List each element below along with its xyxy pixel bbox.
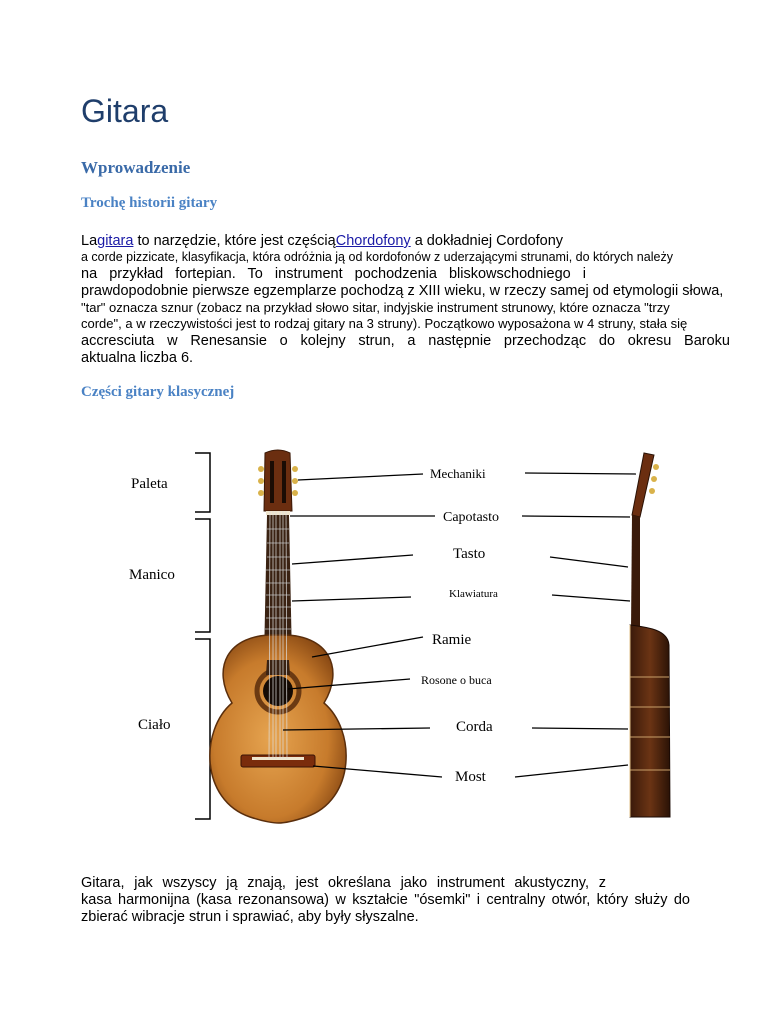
part-label-rosone: Rosone o buca bbox=[421, 673, 492, 687]
paleta-bracket bbox=[195, 453, 210, 512]
part-label-capotasto: Capotasto bbox=[443, 510, 499, 525]
text-segment: to narzędzie, które jest częścią bbox=[137, 233, 336, 249]
history-heading: Trochę historii gitary bbox=[81, 195, 218, 211]
text-segment: a dokładniej Cordofony bbox=[414, 233, 564, 249]
chordofony-link[interactable]: Chordofony bbox=[335, 233, 411, 249]
group-label-manico: Manico bbox=[129, 567, 175, 583]
history-line-8: aktualna liczba 6. bbox=[81, 350, 194, 366]
guitar-parts-figure bbox=[120, 445, 680, 830]
part-label-mechaniki: Mechaniki bbox=[430, 466, 486, 481]
group-label-cialo: Ciało bbox=[138, 717, 171, 733]
closing-line-2: kasa harmonijna (kasa rezonansowa) w kształcie "ósemki" i centralny otwór, który służy do bbox=[81, 892, 690, 908]
closing-line-1: Gitara, jak wszyscy ją znają, jest określana jako instrument akustyczny, z bbox=[81, 875, 606, 891]
part-label-most: Most bbox=[455, 769, 486, 785]
history-line-7: accresciuta w Renesansie o kolejny strun, a następnie przechodząc do okresu Baroku bbox=[81, 333, 730, 349]
history-line-3: na przykład fortepian. To instrument pochodzenia bliskowschodniego i bbox=[81, 266, 586, 282]
history-line-5: "tar" oznacza sznur (zobacz na przykład słowo sitar, indyjskie instrument strunowy, które oznacza "trzy bbox=[81, 300, 670, 315]
part-label-klawiatura: Klawiatura bbox=[449, 588, 498, 600]
history-line-2: a corde pizzicate, klasyfikacja, która odróżnia ją od kordofonów z uderzającymi strunami, do których należy bbox=[81, 250, 673, 264]
part-label-ramie: Ramie bbox=[432, 632, 472, 648]
part-label-tasto: Tasto bbox=[453, 546, 486, 562]
cialo-bracket bbox=[195, 639, 210, 819]
history-line-6: corde", a w rzeczywistości jest to rodzaj gitary na 3 struny). Początkowo wyposażona w 4 struny, stała się bbox=[81, 316, 688, 331]
history-line-4: prawdopodobnie pierwsze egzemplarze pochodzą z XIII wieku, w rzeczy samej od etymologii słowa, bbox=[81, 283, 724, 299]
group-label-paleta: Paleta bbox=[131, 476, 168, 492]
guitar-diagram bbox=[120, 445, 680, 830]
part-label-corda: Corda bbox=[456, 719, 493, 735]
page-title: Gitara bbox=[81, 93, 169, 129]
gitara-link[interactable]: gitara bbox=[97, 233, 134, 249]
parts-heading: Części gitary klasycznej bbox=[81, 384, 235, 400]
intro-heading: Wprowadzenie bbox=[81, 158, 191, 177]
manico-bracket bbox=[195, 519, 210, 632]
closing-line-3: zbierać wibracje strun i sprawiać, aby były słyszalne. bbox=[81, 909, 419, 925]
text-segment: La bbox=[81, 233, 98, 249]
history-line-1 bbox=[81, 233, 563, 249]
guitar-side bbox=[630, 453, 670, 817]
